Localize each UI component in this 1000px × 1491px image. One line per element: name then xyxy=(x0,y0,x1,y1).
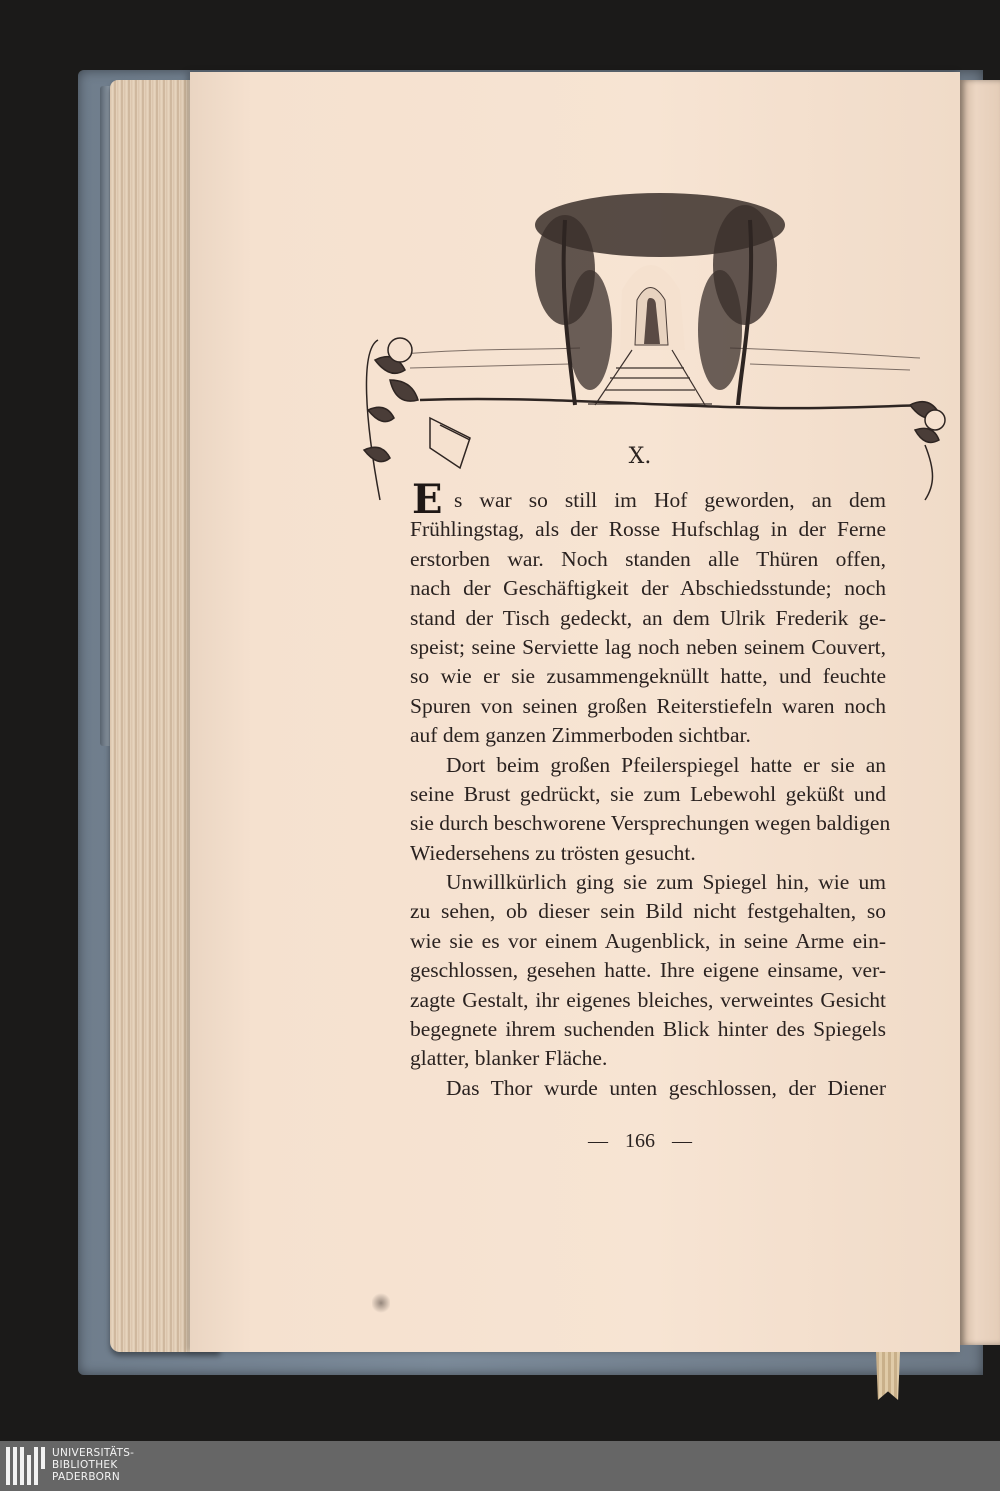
text-line: auf dem ganzen Zimmerboden sichtbar. xyxy=(410,723,751,748)
text-line: seine Brust gedrückt, sie zum Lebewohl geküßt und xyxy=(410,781,886,806)
text-line: Frühlingstag, als der Rosse Hufschlag in der Ferne xyxy=(410,517,886,542)
text-line: glatter, blanker Fläche. xyxy=(410,1046,608,1071)
text-line: nach der Geschäftigkeit der Abschiedsstunde; noch xyxy=(410,576,886,601)
chapter-heading: X. xyxy=(628,444,652,469)
text-line: wie sie es vor einem Augenblick, in seine Arme ein- xyxy=(410,928,886,953)
text-line: zu sehen, ob dieser sein Bild nicht festgehalten, so xyxy=(410,899,886,924)
text-line: sie durch beschworene Versprechungen wegen baldigen xyxy=(410,811,891,836)
text-line: geschlossen, gesehen hatte. Ihre eigene einsame, ver- xyxy=(410,958,886,983)
text-line: Dort beim großen Pfeilerspiegel hatte er sie an xyxy=(446,752,886,777)
library-footer xyxy=(0,1441,1000,1491)
text-line: so wie er sie zusammengeknüllt hatte, und feuchte xyxy=(410,664,886,689)
facing-page-edge xyxy=(960,80,1000,1345)
text-line: Das Thor wurde unten geschlossen, der Diener xyxy=(446,1075,886,1100)
library-name-line1: UNIVERSITÄTS- xyxy=(52,1447,135,1459)
text-line: speist; seine Serviette lag noch neben seinem Couvert, xyxy=(410,634,886,659)
body-text xyxy=(410,476,891,1103)
text-line: Spuren von seinen großen Reiterstiefeln waren noch xyxy=(410,693,886,718)
text-line: Wiedersehens zu trösten gesucht. xyxy=(410,840,696,865)
text-line: E s war so still im Hof geworden, an dem xyxy=(412,476,886,523)
library-name-line3: PADERBORN xyxy=(52,1471,120,1483)
text-line: zagte Gestalt, ihr eigenes bleiches, verweintes Gesicht xyxy=(410,987,886,1012)
text-line: Unwillkürlich ging sie zum Spiegel hin, wie um xyxy=(446,870,886,895)
text-line: stand der Tisch gedeckt, an dem Ulrik Frederik ge- xyxy=(410,605,886,630)
ink-smudge xyxy=(372,1292,390,1314)
library-logo-icon xyxy=(6,1447,46,1485)
drop-cap: E xyxy=(412,476,443,523)
bookmark-ribbon xyxy=(876,1352,900,1400)
page-number: — 166 — xyxy=(588,1130,692,1152)
text-line: erstorben war. Noch standen alle Thüren offen, xyxy=(410,546,886,571)
text-line: begegnete ihrem suchenden Blick hinter des Spiegels xyxy=(410,1017,886,1042)
library-name xyxy=(52,1447,134,1483)
library-name-line2: BIBLIOTHEK xyxy=(52,1459,118,1471)
